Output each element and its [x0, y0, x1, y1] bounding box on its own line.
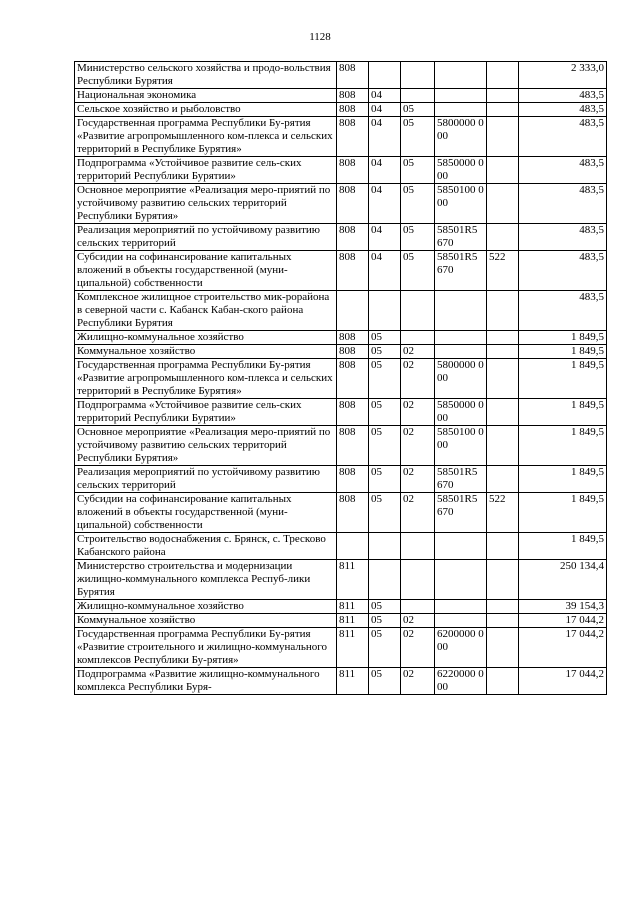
section-code-cell — [369, 614, 401, 628]
subsection-code-text: 02 — [403, 493, 414, 505]
amount-cell — [519, 466, 607, 493]
section-code-cell — [369, 331, 401, 345]
target-article-cell — [435, 331, 487, 345]
section-code-text: 04 — [371, 103, 382, 115]
row-name-text: Строительство водоснабжения с. Брянск, с. Тресково Кабанского района — [77, 533, 326, 558]
ministry-code-text: 808 — [339, 157, 356, 169]
table-row — [75, 291, 607, 331]
ministry-code-text: 808 — [339, 493, 356, 505]
expense-type-cell — [487, 251, 519, 291]
amount-text: 1 849,5 — [571, 345, 604, 357]
table-row — [75, 600, 607, 614]
amount-cell — [519, 493, 607, 533]
budget-table — [74, 61, 607, 695]
table-row — [75, 668, 607, 695]
section-code-cell — [369, 533, 401, 560]
subsection-code-cell — [401, 157, 435, 184]
row-name-text: Национальная экономика — [77, 89, 197, 101]
ministry-code-text: 808 — [339, 251, 356, 263]
ministry-code-text: 811 — [339, 614, 356, 626]
section-code-cell — [369, 224, 401, 251]
expense-type-cell — [487, 614, 519, 628]
target-article-cell — [435, 399, 487, 426]
target-article-text: 58501R5 670 — [437, 466, 478, 491]
row-name-cell — [75, 157, 337, 184]
row-name-text: Реализация мероприятий по устойчивому развитию сельских территорий — [77, 466, 320, 491]
row-name-text: Государственная программа Республики Бу-рятия «Развитие агропромышленного ком-плекса и сельских территорий в Республике Бурятия» — [77, 117, 333, 155]
target-article-cell — [435, 426, 487, 466]
amount-cell — [519, 668, 607, 695]
section-code-text: 05 — [371, 345, 382, 357]
section-code-cell — [369, 560, 401, 600]
table-row — [75, 426, 607, 466]
section-code-text: 05 — [371, 600, 382, 612]
subsection-code-text: 02 — [403, 668, 414, 680]
section-code-text: 04 — [371, 184, 382, 196]
ministry-code-cell — [337, 331, 369, 345]
ministry-code-cell — [337, 614, 369, 628]
target-article-text: 5850100 000 — [437, 184, 484, 209]
section-code-text: 04 — [371, 117, 382, 129]
row-name-text: Подпрограмма «Устойчивое развитие сель-ских территорий Республики Бурятии» — [77, 157, 302, 182]
subsection-code-text: 05 — [403, 103, 414, 115]
amount-text: 1 849,5 — [571, 493, 604, 505]
ministry-code-cell — [337, 117, 369, 157]
row-name-cell — [75, 399, 337, 426]
ministry-code-text: 808 — [339, 103, 356, 115]
target-article-text: 6200000 000 — [437, 628, 484, 653]
section-code-cell — [369, 359, 401, 399]
section-code-cell — [369, 399, 401, 426]
section-code-text: 04 — [371, 251, 382, 263]
table-body — [75, 62, 607, 695]
section-code-text: 05 — [371, 359, 382, 371]
expense-type-cell — [487, 331, 519, 345]
ministry-code-cell — [337, 184, 369, 224]
table-row — [75, 628, 607, 668]
target-article-text: 5800000 000 — [437, 359, 484, 384]
expense-type-cell — [487, 117, 519, 157]
amount-text: 1 849,5 — [571, 533, 604, 545]
table-row — [75, 251, 607, 291]
ministry-code-cell — [337, 89, 369, 103]
ministry-code-text: 808 — [339, 359, 356, 371]
subsection-code-cell — [401, 466, 435, 493]
row-name-text: Коммунальное хозяйство — [77, 614, 196, 626]
target-article-cell — [435, 117, 487, 157]
target-article-cell — [435, 466, 487, 493]
amount-cell — [519, 600, 607, 614]
subsection-code-cell — [401, 331, 435, 345]
amount-text: 483,5 — [579, 184, 604, 196]
amount-text: 39 154,3 — [565, 600, 604, 612]
table-row — [75, 614, 607, 628]
page-number: 1128 — [309, 31, 331, 43]
amount-text: 483,5 — [579, 89, 604, 101]
expense-type-cell — [487, 493, 519, 533]
target-article-cell — [435, 628, 487, 668]
row-name-cell — [75, 62, 337, 89]
amount-cell — [519, 628, 607, 668]
subsection-code-cell — [401, 600, 435, 614]
expense-type-cell — [487, 89, 519, 103]
row-name-text: Государственная программа Республики Бу-рятия «Развитие агропромышленного ком-плекса и сельских территорий в Республике Бурятия» — [77, 359, 333, 397]
target-article-cell — [435, 103, 487, 117]
amount-text: 250 134,4 — [560, 560, 604, 572]
amount-cell — [519, 62, 607, 89]
table-row — [75, 493, 607, 533]
table-row — [75, 117, 607, 157]
row-name-text: Основное мероприятие «Реализация меро-приятий по устойчивому развитию сельских территорий Республики Бурятия» — [77, 426, 331, 464]
table-row — [75, 89, 607, 103]
target-article-text: 5850000 000 — [437, 157, 484, 182]
amount-text: 483,5 — [579, 157, 604, 169]
row-name-text: Субсидии на софинансирование капитальных вложений в объекты государственной (муни-ципальной) собственности — [77, 251, 292, 289]
target-article-text: 5850100 000 — [437, 426, 484, 451]
subsection-code-cell — [401, 89, 435, 103]
row-name-cell — [75, 251, 337, 291]
section-code-cell — [369, 291, 401, 331]
amount-text: 1 849,5 — [571, 399, 604, 411]
row-name-text: Комплексное жилищное строительство мик-рорайона в северной части с. Кабанск Кабан-ского района Республики Бурятия — [77, 291, 330, 329]
row-name-cell — [75, 117, 337, 157]
row-name-cell — [75, 493, 337, 533]
target-article-cell — [435, 89, 487, 103]
row-name-cell — [75, 89, 337, 103]
row-name-cell — [75, 533, 337, 560]
amount-cell — [519, 184, 607, 224]
row-name-text: Министерство сельского хозяйства и продо-вольствия Республики Бурятия — [77, 62, 331, 87]
row-name-text: Основное мероприятие «Реализация меро-приятий по устойчивому развитию сельских территорий Республики Бурятия» — [77, 184, 331, 222]
ministry-code-cell — [337, 533, 369, 560]
ministry-code-cell — [337, 399, 369, 426]
table-row — [75, 466, 607, 493]
expense-type-cell — [487, 426, 519, 466]
section-code-cell — [369, 466, 401, 493]
amount-cell — [519, 359, 607, 399]
section-code-cell — [369, 117, 401, 157]
amount-cell — [519, 331, 607, 345]
target-article-cell — [435, 184, 487, 224]
table-row — [75, 157, 607, 184]
section-code-cell — [369, 89, 401, 103]
target-article-text: 5800000 000 — [437, 117, 484, 142]
expense-type-cell — [487, 533, 519, 560]
ministry-code-cell — [337, 426, 369, 466]
row-name-cell — [75, 426, 337, 466]
target-article-cell — [435, 614, 487, 628]
amount-cell — [519, 157, 607, 184]
ministry-code-text: 808 — [339, 224, 356, 236]
ministry-code-cell — [337, 157, 369, 184]
row-name-text: Министерство строительства и модернизации жилищно-коммунального комплекса Респуб-лики Бурятия — [77, 560, 311, 598]
section-code-text: 04 — [371, 157, 382, 169]
ministry-code-text: 808 — [339, 184, 356, 196]
subsection-code-cell — [401, 560, 435, 600]
amount-text: 2 333,0 — [571, 62, 604, 74]
amount-cell — [519, 291, 607, 331]
section-code-text: 04 — [371, 89, 382, 101]
ministry-code-cell — [337, 62, 369, 89]
subsection-code-cell — [401, 668, 435, 695]
row-name-text: Жилищно-коммунальное хозяйство — [77, 600, 244, 612]
subsection-code-cell — [401, 291, 435, 331]
subsection-code-cell — [401, 345, 435, 359]
expense-type-cell — [487, 103, 519, 117]
subsection-code-text: 05 — [403, 251, 414, 263]
table-row — [75, 533, 607, 560]
row-name-cell — [75, 359, 337, 399]
subsection-code-text: 05 — [403, 117, 414, 129]
row-name-text: Подпрограмма «Развитие жилищно-коммунального комплекса Республики Буря- — [77, 668, 320, 693]
table-row — [75, 359, 607, 399]
target-article-text: 58501R5 670 — [437, 493, 478, 518]
expense-type-cell — [487, 560, 519, 600]
target-article-cell — [435, 62, 487, 89]
expense-type-text: 522 — [489, 493, 506, 505]
section-code-text: 05 — [371, 668, 382, 680]
amount-cell — [519, 117, 607, 157]
amount-text: 483,5 — [579, 224, 604, 236]
row-name-cell — [75, 224, 337, 251]
amount-cell — [519, 533, 607, 560]
target-article-cell — [435, 359, 487, 399]
subsection-code-text: 05 — [403, 157, 414, 169]
section-code-text: 05 — [371, 331, 382, 343]
amount-cell — [519, 399, 607, 426]
expense-type-text: 522 — [489, 251, 506, 263]
amount-text: 1 849,5 — [571, 466, 604, 478]
row-name-cell — [75, 345, 337, 359]
ministry-code-text: 811 — [339, 628, 356, 640]
table-row — [75, 345, 607, 359]
subsection-code-cell — [401, 399, 435, 426]
subsection-code-cell — [401, 533, 435, 560]
subsection-code-cell — [401, 614, 435, 628]
ministry-code-text: 811 — [339, 668, 356, 680]
table-row — [75, 560, 607, 600]
target-article-cell — [435, 600, 487, 614]
section-code-cell — [369, 345, 401, 359]
row-name-cell — [75, 291, 337, 331]
target-article-cell — [435, 560, 487, 600]
ministry-code-cell — [337, 224, 369, 251]
target-article-text: 58501R5 670 — [437, 251, 478, 276]
row-name-cell — [75, 331, 337, 345]
row-name-cell — [75, 103, 337, 117]
section-code-text: 05 — [371, 628, 382, 640]
subsection-code-cell — [401, 251, 435, 291]
ministry-code-text: 808 — [339, 89, 356, 101]
section-code-text: 05 — [371, 614, 382, 626]
ministry-code-cell — [337, 345, 369, 359]
row-name-text: Сельское хозяйство и рыболовство — [77, 103, 241, 115]
subsection-code-text: 02 — [403, 628, 414, 640]
amount-cell — [519, 426, 607, 466]
section-code-cell — [369, 668, 401, 695]
table-row — [75, 224, 607, 251]
target-article-cell — [435, 668, 487, 695]
expense-type-cell — [487, 359, 519, 399]
table-row — [75, 399, 607, 426]
expense-type-cell — [487, 224, 519, 251]
section-code-text: 05 — [371, 466, 382, 478]
section-code-cell — [369, 103, 401, 117]
ministry-code-text: 808 — [339, 331, 356, 343]
section-code-cell — [369, 62, 401, 89]
row-name-cell — [75, 600, 337, 614]
amount-text: 17 044,2 — [565, 668, 604, 680]
subsection-code-cell — [401, 184, 435, 224]
subsection-code-cell — [401, 628, 435, 668]
row-name-cell — [75, 668, 337, 695]
table-row — [75, 62, 607, 89]
ministry-code-text: 808 — [339, 399, 356, 411]
ministry-code-cell — [337, 493, 369, 533]
row-name-text: Коммунальное хозяйство — [77, 345, 196, 357]
target-article-cell — [435, 533, 487, 560]
amount-text: 1 849,5 — [571, 331, 604, 343]
subsection-code-text: 02 — [403, 345, 414, 357]
target-article-text: 5850000 000 — [437, 399, 484, 424]
ministry-code-cell — [337, 466, 369, 493]
row-name-text: Государственная программа Республики Бу-рятия «Развитие строительного и жилищно-коммунального комплексов Республики Бу-рятия» — [77, 628, 328, 666]
expense-type-cell — [487, 600, 519, 614]
target-article-text: 6220000 000 — [437, 668, 484, 693]
ministry-code-cell — [337, 668, 369, 695]
row-name-text: Подпрограмма «Устойчивое развитие сель-ских территорий Республики Бурятии» — [77, 399, 302, 424]
section-code-cell — [369, 184, 401, 224]
ministry-code-cell — [337, 103, 369, 117]
subsection-code-cell — [401, 62, 435, 89]
expense-type-cell — [487, 466, 519, 493]
table-row — [75, 103, 607, 117]
target-article-cell — [435, 251, 487, 291]
target-article-text: 58501R5 670 — [437, 224, 478, 249]
table-row — [75, 184, 607, 224]
amount-cell — [519, 224, 607, 251]
subsection-code-cell — [401, 117, 435, 157]
amount-cell — [519, 345, 607, 359]
amount-cell — [519, 560, 607, 600]
section-code-cell — [369, 251, 401, 291]
target-article-cell — [435, 157, 487, 184]
subsection-code-text: 02 — [403, 359, 414, 371]
subsection-code-text: 02 — [403, 466, 414, 478]
amount-cell — [519, 103, 607, 117]
section-code-cell — [369, 600, 401, 614]
subsection-code-text: 05 — [403, 224, 414, 236]
subsection-code-text: 02 — [403, 614, 414, 626]
expense-type-cell — [487, 291, 519, 331]
subsection-code-cell — [401, 359, 435, 399]
subsection-code-cell — [401, 493, 435, 533]
ministry-code-text: 811 — [339, 560, 356, 572]
subsection-code-text: 05 — [403, 184, 414, 196]
expense-type-cell — [487, 399, 519, 426]
amount-text: 483,5 — [579, 251, 604, 263]
ministry-code-text: 808 — [339, 466, 356, 478]
ministry-code-cell — [337, 291, 369, 331]
subsection-code-text: 02 — [403, 399, 414, 411]
amount-text: 1 849,5 — [571, 426, 604, 438]
row-name-cell — [75, 466, 337, 493]
target-article-cell — [435, 345, 487, 359]
row-name-cell — [75, 614, 337, 628]
ministry-code-cell — [337, 628, 369, 668]
section-code-cell — [369, 493, 401, 533]
subsection-code-cell — [401, 103, 435, 117]
row-name-text: Жилищно-коммунальное хозяйство — [77, 331, 244, 343]
subsection-code-cell — [401, 426, 435, 466]
row-name-text: Реализация мероприятий по устойчивому развитию сельских территорий — [77, 224, 320, 249]
ministry-code-text: 808 — [339, 117, 356, 129]
expense-type-cell — [487, 628, 519, 668]
expense-type-cell — [487, 345, 519, 359]
amount-text: 17 044,2 — [565, 628, 604, 640]
ministry-code-cell — [337, 560, 369, 600]
section-code-cell — [369, 628, 401, 668]
ministry-code-cell — [337, 359, 369, 399]
table-row — [75, 331, 607, 345]
expense-type-cell — [487, 668, 519, 695]
section-code-text: 04 — [371, 224, 382, 236]
amount-text: 17 044,2 — [565, 614, 604, 626]
subsection-code-text: 02 — [403, 426, 414, 438]
target-article-cell — [435, 224, 487, 251]
section-code-text: 05 — [371, 399, 382, 411]
row-name-cell — [75, 628, 337, 668]
amount-text: 483,5 — [579, 117, 604, 129]
amount-cell — [519, 614, 607, 628]
section-code-cell — [369, 157, 401, 184]
target-article-cell — [435, 493, 487, 533]
ministry-code-text: 811 — [339, 600, 356, 612]
row-name-cell — [75, 184, 337, 224]
ministry-code-text: 808 — [339, 426, 356, 438]
row-name-text: Субсидии на софинансирование капитальных вложений в объекты государственной (муни-ципальной) собственности — [77, 493, 292, 531]
section-code-text: 05 — [371, 493, 382, 505]
expense-type-cell — [487, 62, 519, 89]
expense-type-cell — [487, 157, 519, 184]
subsection-code-cell — [401, 224, 435, 251]
amount-cell — [519, 89, 607, 103]
ministry-code-cell — [337, 251, 369, 291]
ministry-code-cell — [337, 600, 369, 614]
target-article-cell — [435, 291, 487, 331]
section-code-cell — [369, 426, 401, 466]
amount-text: 483,5 — [579, 103, 604, 115]
amount-text: 1 849,5 — [571, 359, 604, 371]
ministry-code-text: 808 — [339, 62, 356, 74]
ministry-code-text: 808 — [339, 345, 356, 357]
amount-text: 483,5 — [579, 291, 604, 303]
amount-cell — [519, 251, 607, 291]
expense-type-cell — [487, 184, 519, 224]
row-name-cell — [75, 560, 337, 600]
section-code-text: 05 — [371, 426, 382, 438]
